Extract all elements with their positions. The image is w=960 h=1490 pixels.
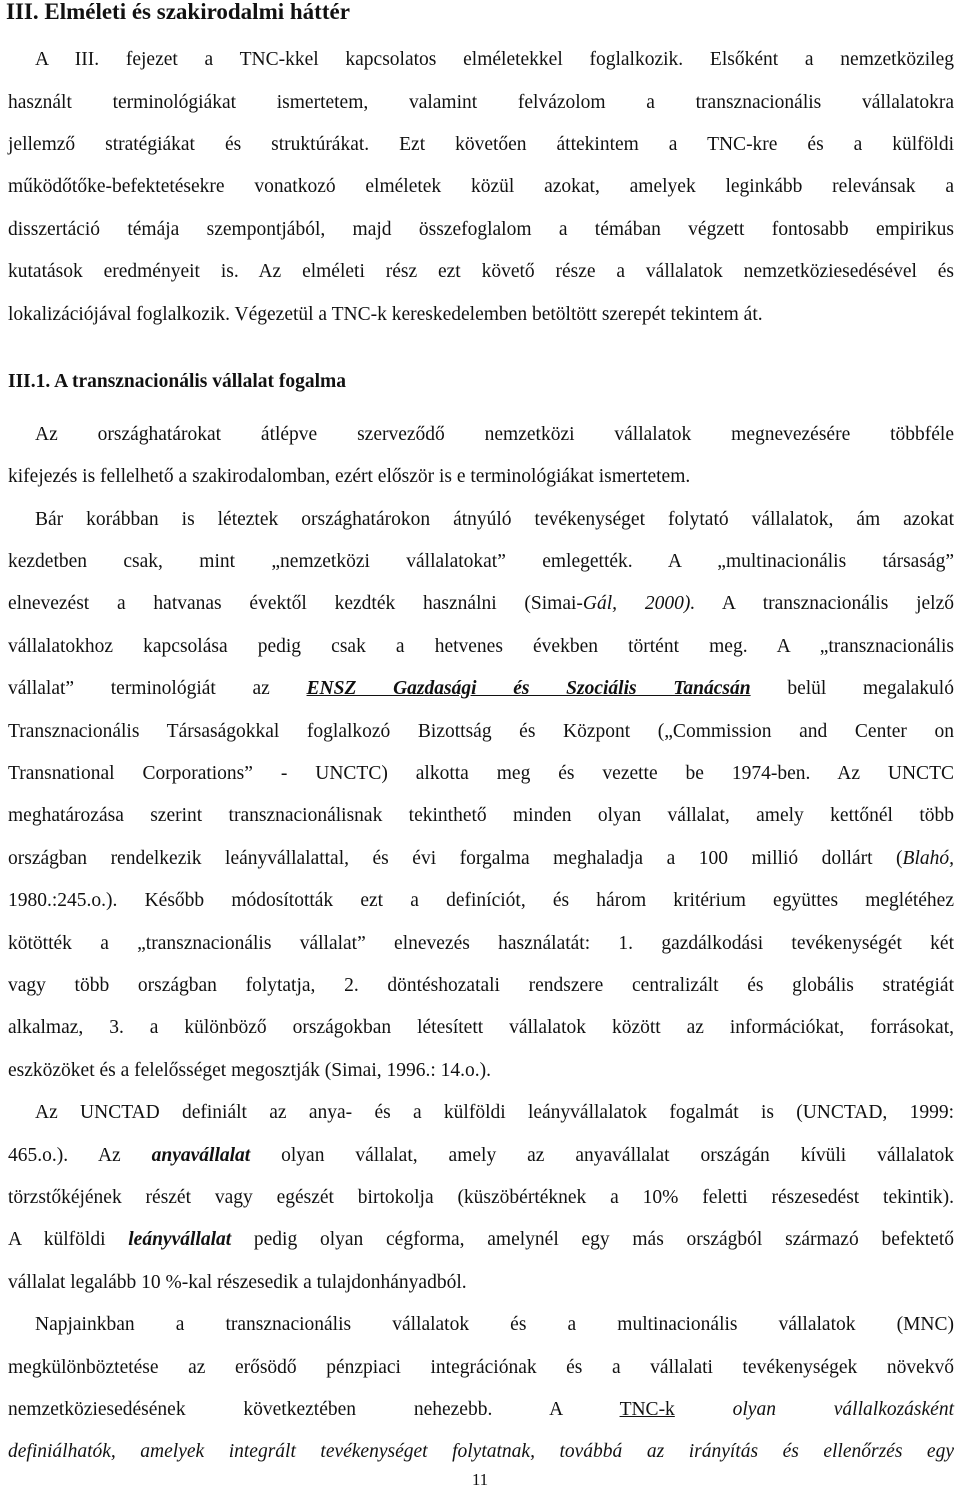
p2-line-14: eszközöket és a felelősséget megosztják (Simai, 1996.: 14.o.). bbox=[8, 1060, 492, 1081]
p2-line-4: vállalatokhoz kapcsolása pedig csak a hetvenes években történt meg. A „transznacionális bbox=[8, 636, 954, 657]
ensz-emphasis: ENSZ Gazdasági és Szociális Tanácsán bbox=[306, 678, 751, 699]
intro-line-4: működőtőke-befektetésekre vonatkozó elméletek közül azokat, amelyek leginkább relevánsak a bbox=[8, 176, 954, 197]
p3-line-2: 465.o.). Az anyavállalat olyan vállalat, amely az anyavállalat országán kívüli vállalatok bbox=[8, 1145, 954, 1166]
p2-line-2: kezdetben csak, mint „nemzetközi vállalatokat” emlegették. A „multinacionális társaság” bbox=[8, 551, 954, 572]
p1-line-2: kifejezés is fellelhető a szakirodalomban, ezért először is e terminológiákat ismertetem. bbox=[8, 466, 691, 487]
tnc-k-term: TNC-k bbox=[619, 1399, 675, 1420]
intro-line-5: disszertáció témája szempontjából, majd összefoglalom a témában végzett fontosabb empirikus bbox=[8, 219, 954, 240]
p4-line-3: nemzetköziesedésének következtében nehezebb. A TNC-k olyan vállalkozásként bbox=[8, 1399, 954, 1420]
chapter-heading: III. Elméleti és szakirodalmi háttér bbox=[6, 0, 350, 24]
intro-line-3: jellemző stratégiákat és struktúrákat. Ezt követően áttekintem a TNC-kre és a külföldi bbox=[8, 134, 954, 155]
p3-line-5: vállalat legalább 10 %-kal részesedik a tulajdonhányadból. bbox=[8, 1272, 467, 1293]
p2-line-10: 1980.:245.o.). Később módosították ezt a definíciót, és három kritérium együttes meglétéhez bbox=[8, 890, 954, 911]
page-number: 11 bbox=[471, 1470, 489, 1489]
p1-line-1: Az országhatárokat átlépve szerveződő nemzetközi vállalatok megnevezésére többféle bbox=[35, 424, 954, 445]
p4-line-1: Napjainkban a transznacionális vállalatok és a multinacionális vállalatok (MNC) bbox=[35, 1314, 954, 1335]
intro-line-1: A III. fejezet a TNC-kkel kapcsolatos elméletekkel foglalkozik. Elsőként a nemzetközileg bbox=[35, 49, 954, 70]
p4-line-2: megkülönböztetése az erősödő pénzpiaci integrációnak és a vállalati tevékenységek növekvő bbox=[8, 1357, 954, 1378]
p3-line-1: Az UNCTAD definiált az anya- és a külföldi leányvállalatok fogalmát is (UNCTAD, 1999: bbox=[35, 1102, 954, 1123]
p2-line-1: Bár korábban is léteztek országhatárokon átnyúló tevékenységet folytató vállalatok, ám azokat bbox=[35, 509, 954, 530]
leanyvallalat-term: leányvállalat bbox=[128, 1229, 232, 1250]
p2-line-12: vagy több országban folytatja, 2. döntéshozatali rendszere centralizált és globális stratégiát bbox=[8, 975, 954, 996]
p3-line-3: törzstőkéjének részét vagy egészét birtokolja (küszöbértéknek a 10% feletti részesedést tekintik). bbox=[8, 1187, 954, 1208]
p3-line-4: A külföldi leányvállalat pedig olyan cégforma, amelynél egy más országból származó befektető bbox=[8, 1229, 954, 1250]
p4-line-4: definiálhatók, amelyek integrált tevékenységet folytatnak, továbbá az irányítás és ellenőrzés egy bbox=[8, 1441, 954, 1462]
section-heading: III.1. A transznacionális vállalat fogalma bbox=[8, 371, 347, 392]
anyavallalat-term: anyavállalat bbox=[151, 1145, 251, 1166]
p2-line-6: Transznacionális Társaságokkal foglalkozó Bizottság és Központ („Commission and Center on bbox=[8, 721, 954, 742]
p2-line-7: Transnational Corporations” - UNCTC) alkotta meg és vezette be 1974-ben. Az UNCTC bbox=[8, 763, 954, 784]
p2-line-5: vállalat” terminológiát az ENSZ Gazdasági és Szociális Tanácsán belül megalakuló bbox=[8, 678, 954, 699]
p2-line-11: kötötték a „transznacionális vállalat” elnevezés használatát: 1. gazdálkodási tevékenységét két bbox=[8, 933, 954, 954]
p2-line-3: elnevezést a hatvanas évektől kezdték használni (Simai-Gál, 2000). A transznacionális jelző bbox=[8, 593, 954, 614]
p2-line-8: meghatározása szerint transznacionálisnak tekinthető minden olyan vállalat, amely kettőnél több bbox=[8, 805, 954, 826]
p2-line-9: országban rendelkezik leányvállalattal, és évi forgalma meghaladja a 100 millió dollárt (Blahó, bbox=[8, 848, 954, 869]
p2-line-13: alkalmaz, 3. a különböző országokban létesített vállalatok között az információkat, forrásokat, bbox=[8, 1017, 954, 1038]
intro-line-6: kutatások eredményeit is. Az elméleti rész ezt követő része a vállalatok nemzetköziesedésével és bbox=[8, 261, 954, 282]
intro-line-2: használt terminológiákat ismertetem, valamint felvázolom a transznacionális vállalatokra bbox=[8, 92, 954, 113]
intro-line-7: lokalizációjával foglalkozik. Végezetül a TNC-k kereskedelemben betöltött szerepét tekintem át. bbox=[8, 304, 763, 325]
